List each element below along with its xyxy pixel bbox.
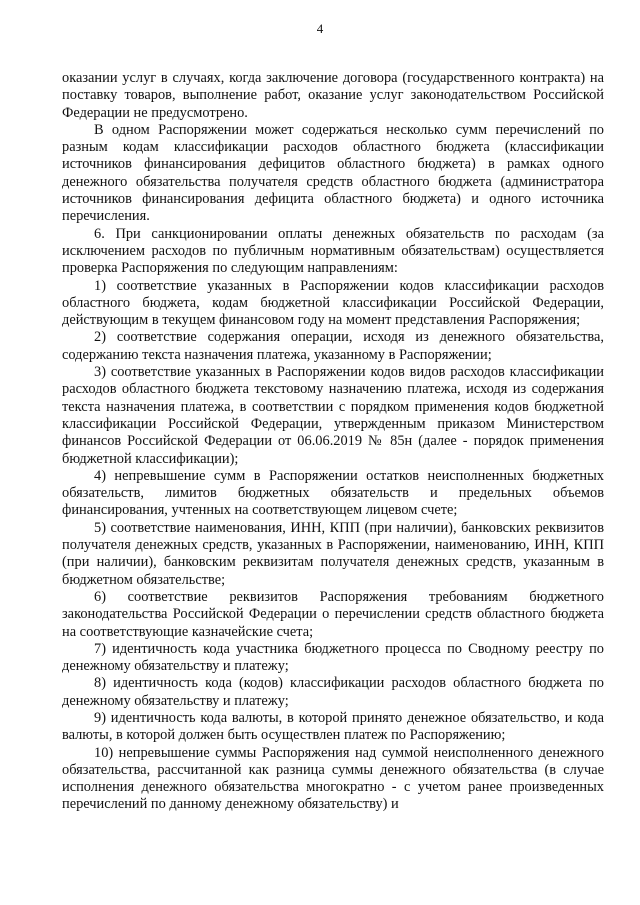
document-body <box>62 70 604 814</box>
page-number: 4 <box>316 21 324 36</box>
list-item-6: 6) соответствие реквизитов Распоряжения требованиям бюджетного законодательства Российской Федерации о перечислении средств областного бюджета на соответствующие казначейские счета; <box>62 588 604 640</box>
list-item-3: 3) соответствие указанных в Распоряжении кодов видов расходов классификации расходов областного бюджета текстовому назначению платежа, исходя из содержания текста назначения платежа, в соответствии с порядком применения кодов бюджетной классификации Российской Федерации, утвержденным приказом Министерством финансов Российской Федерации от 06.06.2019 № 85н (далее - порядок применения бюджетной классификации); <box>62 364 604 467</box>
paragraph-continuation: оказании услуг в случаях, когда заключение договора (государственного контракта) на поставку товаров, выполнение работ, оказание услуг законодательством Российской Федерации не предусмотрено. <box>62 70 604 121</box>
list-item-10: 10) непревышение суммы Распоряжения над суммой неисполненного денежного обязательства, рассчитанной как разница суммы денежного обязательства (в случае исполнения денежного обязательства многократно - с учетом ранее произведенных перечислений по данному денежному обязательству) и <box>62 744 604 813</box>
paragraph-clause-6: 6. При санкционировании оплаты денежных обязательств по расходам (за исключением расходов по публичным нормативным обязательствам) осуществляется проверка Распоряжения по следующим направлениям: <box>62 225 604 277</box>
list-item-2: 2) соответствие содержания операции, исходя из денежного обязательства, содержанию текста назначения платежа, указанному в Распоряжении; <box>62 329 604 363</box>
list-item-4: 4) непревышение сумм в Распоряжении остатков неисполненных бюджетных обязательств, лимитов бюджетных обязательств и предельных объемов финансирования, учтенных на соответствующем лицевом счете; <box>62 467 604 519</box>
list-item-1: 1) соответствие указанных в Распоряжении кодов классификации расходов областного бюджета, кодам бюджетной классификации Российской Федерации, действующим в текущем финансовом году на момент представления Распоряжения; <box>62 277 604 329</box>
list-item-5: 5) соответствие наименования, ИНН, КПП (при наличии), банковских реквизитов получателя денежных средств, указанных в Распоряжении, наименованию, ИНН, КПП (при наличии), банковским реквизитам получателя денежных средств, указанным в бюджетном обязательстве; <box>62 519 604 588</box>
list-item-8: 8) идентичность кода (кодов) классификации расходов областного бюджета по денежному обязательству и платежу; <box>62 675 604 709</box>
list-item-9: 9) идентичность кода валюты, в которой принято денежное обязательство, и кода валюты, в которой должен быть осуществлен платеж по Распоряжению; <box>62 709 604 744</box>
list-item-7: 7) идентичность кода участника бюджетного процесса по Сводному реестру по денежному обязательству и платежу; <box>62 640 604 675</box>
paragraph-single-order-amounts: В одном Распоряжении может содержаться несколько сумм перечислений по разным кодам классификации расходов областного бюджета (классификации источников финансирования дефицитов областного бюджета) в рамках одного денежного обязательства получателя средств областного бюджета (администратора источников финансирования дефицита областного бюджета) и одного источника перечисления. <box>62 121 604 225</box>
